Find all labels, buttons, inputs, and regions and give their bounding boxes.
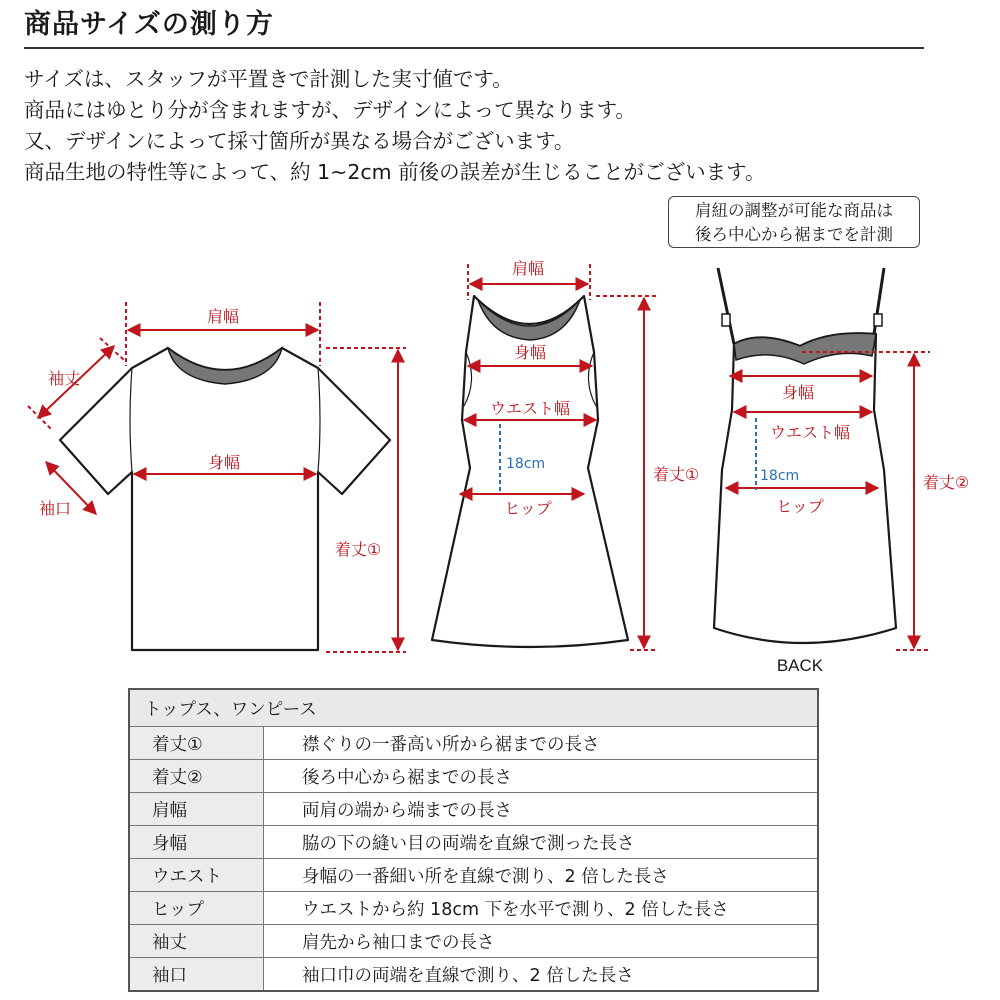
table-row xyxy=(129,859,818,892)
row-key: 袖口 xyxy=(129,958,264,992)
note-line: 後ろ中心から裾までを計測 xyxy=(695,225,893,244)
dress-length-label: 着丈① xyxy=(652,465,700,484)
table-row xyxy=(129,826,818,859)
camisole-hip-label: ヒップ xyxy=(776,497,824,516)
row-value: 脇の下の縫い目の両端を直線で測った長さ xyxy=(264,826,819,859)
row-value: ウエストから約 18cm 下を水平で測り、2 倍した長さ xyxy=(264,892,819,925)
row-value: 袖口巾の両端を直線で測り、2 倍した長さ xyxy=(264,958,819,992)
tshirt-length-label: 着丈① xyxy=(334,540,382,559)
tshirt-illustration xyxy=(60,348,390,650)
row-value: 両肩の端から端までの長さ xyxy=(264,793,819,826)
table-row xyxy=(129,925,818,958)
dress-shoulder-label: 肩幅 xyxy=(511,259,545,278)
table-header: トップス、ワンピース xyxy=(129,689,818,727)
intro-line: サイズは、スタッフが平置きで計測した実寸値です。 xyxy=(24,67,513,91)
tshirt-body-width-label: 身幅 xyxy=(207,453,241,472)
row-key: 着丈① xyxy=(129,727,264,760)
camisole-illustration xyxy=(714,268,896,643)
table-row xyxy=(129,892,818,925)
row-key: ウエスト xyxy=(129,859,264,892)
dress-waist-label: ウエスト幅 xyxy=(489,399,571,418)
dress-hip-label: ヒップ xyxy=(504,499,552,518)
intro-line: 商品にはゆとり分が含まれますが、デザインによって異なります。 xyxy=(24,98,636,122)
tshirt-shoulder-label: 肩幅 xyxy=(206,307,240,326)
row-key: 肩幅 xyxy=(129,793,264,826)
intro-line: 商品生地の特性等によって、約 1~2cm 前後の誤差が生じることがございます。 xyxy=(24,160,766,184)
row-key: 袖丈 xyxy=(129,925,264,958)
row-key: 身幅 xyxy=(129,826,264,859)
row-value: 襟ぐりの一番高い所から裾までの長さ xyxy=(264,727,819,760)
table-row xyxy=(129,760,818,793)
table-row xyxy=(129,793,818,826)
tshirt-cuff-label: 袖口 xyxy=(38,499,72,518)
page-title: 商品サイズの測り方 xyxy=(24,9,274,40)
camisole-offset-label: 18cm xyxy=(760,468,800,484)
measurement-table xyxy=(128,688,819,992)
camisole-waist-label: ウエスト幅 xyxy=(769,423,851,442)
camisole-body-width-label: 身幅 xyxy=(781,383,815,402)
row-value: 身幅の一番細い所を直線で測り、2 倍した長さ xyxy=(264,859,819,892)
row-key: ヒップ xyxy=(129,892,264,925)
back-view-label: BACK xyxy=(776,656,824,675)
row-value: 肩先から袖口までの長さ xyxy=(264,925,819,958)
dress-offset-label: 18cm xyxy=(506,456,546,472)
table-row xyxy=(129,727,818,760)
dress-body-width-label: 身幅 xyxy=(513,343,547,362)
row-key: 着丈② xyxy=(129,760,264,793)
intro-line: 又、デザインによって採寸箇所が異なる場合がございます。 xyxy=(24,129,575,153)
note-line: 肩紐の調整が可能な商品は xyxy=(695,201,893,220)
row-value: 後ろ中心から裾までの長さ xyxy=(264,760,819,793)
table-row xyxy=(129,958,818,992)
tshirt-sleeve-length-label: 袖丈 xyxy=(47,369,81,388)
camisole-length-label: 着丈② xyxy=(922,473,970,492)
